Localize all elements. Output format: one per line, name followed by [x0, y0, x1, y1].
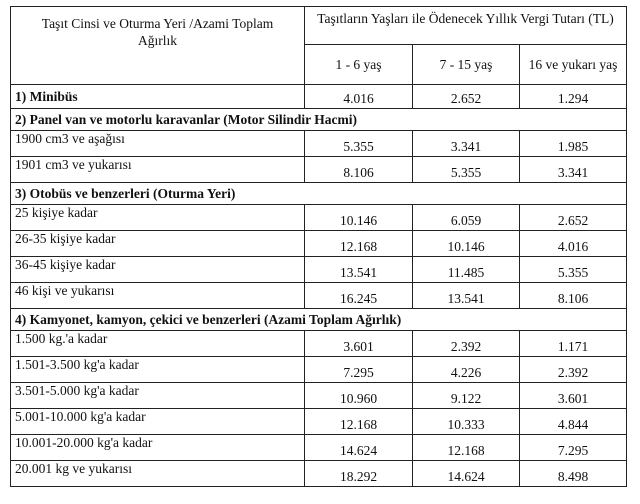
header-age-16-plus: 16 ve yukarı yaş	[520, 45, 627, 85]
row-label: 1900 cm3 ve aşağısı	[11, 131, 305, 157]
cell-value: 3.341	[520, 157, 627, 183]
table-row	[11, 409, 627, 435]
cell-value: 2.652	[520, 205, 627, 231]
header-vehicle-type: Taşıt Cinsi ve Oturma Yeri /Azami Toplam Ağırlık	[11, 7, 305, 85]
cell-value: 1.294	[520, 85, 627, 109]
row-label: 1.500 kg.'a kadar	[11, 331, 305, 357]
cell-value: 7.295	[305, 357, 413, 383]
cell-value: 11.485	[413, 257, 520, 283]
row-label: 3.501-5.000 kg'a kadar	[11, 383, 305, 409]
cell-value: 9.122	[413, 383, 520, 409]
row-label: 10.001-20.000 kg'a kadar	[11, 435, 305, 461]
cell-value: 2.392	[520, 357, 627, 383]
table-row	[11, 157, 627, 183]
cell-value: 4.844	[520, 409, 627, 435]
cell-value: 2.652	[413, 85, 520, 109]
cell-value: 3.601	[520, 383, 627, 409]
table-row	[11, 435, 627, 461]
header-tax-amount: Taşıtların Yaşları ile Ödenecek Yıllık Vergi Tutarı (TL)	[305, 7, 627, 45]
cell-value: 8.106	[305, 157, 413, 183]
header-age-7-15: 7 - 15 yaş	[413, 45, 520, 85]
table-row	[11, 283, 627, 309]
cell-value: 10.960	[305, 383, 413, 409]
cell-value: 13.541	[305, 257, 413, 283]
cell-value: 12.168	[305, 231, 413, 257]
table-row	[11, 131, 627, 157]
cell-value: 10.146	[305, 205, 413, 231]
cell-value: 7.295	[520, 435, 627, 461]
cell-value: 4.016	[305, 85, 413, 109]
table-row	[11, 331, 627, 357]
row-label: 20.001 kg ve yukarısı	[11, 461, 305, 487]
row-label: 26-35 kişiye kadar	[11, 231, 305, 257]
cell-value: 14.624	[305, 435, 413, 461]
cell-value: 12.168	[413, 435, 520, 461]
cell-value: 4.226	[413, 357, 520, 383]
cell-value: 10.333	[413, 409, 520, 435]
cell-value: 3.341	[413, 131, 520, 157]
cell-value: 5.355	[520, 257, 627, 283]
table-row	[11, 231, 627, 257]
section-title: 3) Otobüs ve benzerleri (Oturma Yeri)	[11, 183, 627, 205]
tax-table-document	[10, 6, 626, 487]
table-row	[11, 383, 627, 409]
cell-value: 12.168	[305, 409, 413, 435]
cell-value: 13.541	[413, 283, 520, 309]
cell-value: 4.016	[520, 231, 627, 257]
row-label: 1901 cm3 ve yukarısı	[11, 157, 305, 183]
cell-value: 5.355	[413, 157, 520, 183]
cell-value: 8.106	[520, 283, 627, 309]
section-title: 2) Panel van ve motorlu karavanlar (Motor Silindir Hacmi)	[11, 109, 627, 131]
cell-value: 3.601	[305, 331, 413, 357]
row-label: 5.001-10.000 kg'a kadar	[11, 409, 305, 435]
cell-value: 16.245	[305, 283, 413, 309]
cell-value: 10.146	[413, 231, 520, 257]
header-age-1-6: 1 - 6 yaş	[305, 45, 413, 85]
row-label: 46 kişi ve yukarısı	[11, 283, 305, 309]
row-label: 1) Minibüs	[11, 85, 305, 109]
cell-value: 5.355	[305, 131, 413, 157]
table-row	[11, 85, 627, 109]
cell-value: 1.171	[520, 331, 627, 357]
row-label: 25 kişiye kadar	[11, 205, 305, 231]
row-label: 36-45 kişiye kadar	[11, 257, 305, 283]
cell-value: 6.059	[413, 205, 520, 231]
section-row	[11, 183, 627, 205]
table-row	[11, 257, 627, 283]
cell-value: 2.392	[413, 331, 520, 357]
row-label: 1.501-3.500 kg'a kadar	[11, 357, 305, 383]
cell-value: 1.985	[520, 131, 627, 157]
cell-value: 14.624	[413, 461, 520, 487]
table-row	[11, 205, 627, 231]
table-row	[11, 461, 627, 487]
section-row	[11, 109, 627, 131]
vehicle-tax-table	[10, 6, 627, 487]
cell-value: 8.498	[520, 461, 627, 487]
section-row	[11, 309, 627, 331]
section-title: 4) Kamyonet, kamyon, çekici ve benzerleri (Azami Toplam Ağırlık)	[11, 309, 627, 331]
table-row	[11, 357, 627, 383]
cell-value: 18.292	[305, 461, 413, 487]
